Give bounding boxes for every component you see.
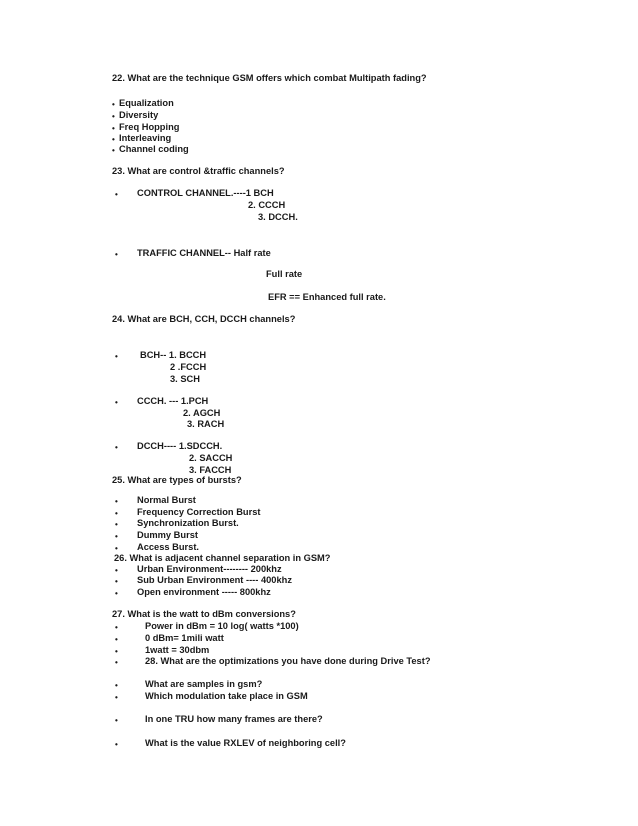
question-28: 28. What are the optimizations you have done during Drive Test? bbox=[145, 656, 431, 666]
list-item: Dummy Burst bbox=[137, 530, 198, 540]
control-channel-line: CONTROL CHANNEL.----1 BCH bbox=[137, 188, 274, 198]
question-25: 25. What are types of bursts? bbox=[112, 475, 242, 485]
bullet-icon: • bbox=[115, 509, 118, 518]
list-item: Open environment ----- 800khz bbox=[137, 587, 271, 597]
bullet-icon: • bbox=[115, 566, 118, 575]
ccch-line: 3. RACH bbox=[187, 419, 225, 429]
list-item: In one TRU how many frames are there? bbox=[145, 714, 323, 724]
list-item: Synchronization Burst. bbox=[137, 518, 239, 528]
traffic-channel-line: EFR == Enhanced full rate. bbox=[268, 292, 386, 302]
control-channel-line: 2. CCCH bbox=[248, 200, 286, 210]
bullet-icon: • bbox=[115, 398, 118, 407]
question-23: 23. What are control &traffic channels? bbox=[112, 166, 285, 176]
question-27: 27. What is the watt to dBm conversions? bbox=[112, 609, 296, 619]
list-item: What are samples in gsm? bbox=[145, 679, 263, 689]
dcch-line: 3. FACCH bbox=[189, 465, 232, 475]
ccch-line: 2. AGCH bbox=[183, 408, 221, 418]
bullet-icon: • bbox=[112, 112, 115, 121]
question-24: 24. What are BCH, CCH, DCCH channels? bbox=[112, 314, 296, 324]
bullet-icon: • bbox=[115, 532, 118, 541]
bullet-icon: • bbox=[115, 693, 118, 702]
list-item: Sub Urban Environment ---- 400khz bbox=[137, 575, 292, 585]
bullet-icon: • bbox=[112, 100, 115, 109]
list-item: Channel coding bbox=[119, 144, 189, 154]
bullet-icon: • bbox=[115, 623, 118, 632]
list-item: What is the value RXLEV of neighboring cell? bbox=[145, 738, 346, 748]
bullet-icon: • bbox=[115, 589, 118, 598]
bullet-icon: • bbox=[115, 740, 118, 749]
list-item: Normal Burst bbox=[137, 495, 196, 505]
bullet-icon: • bbox=[115, 190, 118, 199]
list-item: Freq Hopping bbox=[119, 122, 180, 132]
bullet-icon: • bbox=[115, 716, 118, 725]
bullet-icon: • bbox=[115, 647, 118, 656]
bullet-icon: • bbox=[115, 681, 118, 690]
list-item: Diversity bbox=[119, 110, 159, 120]
bullet-icon: • bbox=[115, 544, 118, 553]
bullet-icon: • bbox=[112, 124, 115, 133]
bch-line: BCH-- 1. BCCH bbox=[140, 350, 207, 360]
traffic-channel-line: TRAFFIC CHANNEL-- Half rate bbox=[137, 248, 271, 258]
list-item: Power in dBm = 10 log( watts *100) bbox=[145, 621, 299, 631]
bullet-icon: • bbox=[115, 497, 118, 506]
bullet-icon: • bbox=[115, 352, 118, 361]
list-item: 0 dBm= 1mili watt bbox=[145, 633, 224, 643]
list-item: Frequency Correction Burst bbox=[137, 507, 261, 517]
list-item: Interleaving bbox=[119, 133, 172, 143]
list-item: 1watt = 30dbm bbox=[145, 645, 210, 655]
list-item: Access Burst. bbox=[137, 542, 200, 552]
bullet-icon: • bbox=[112, 146, 115, 155]
bullet-icon: • bbox=[115, 577, 118, 586]
bullet-icon: • bbox=[115, 250, 118, 259]
dcch-line: DCCH---- 1.SDCCH. bbox=[137, 441, 223, 451]
bch-line: 2 .FCCH bbox=[170, 362, 207, 372]
bch-line: 3. SCH bbox=[170, 374, 200, 384]
bullet-icon: • bbox=[115, 520, 118, 529]
question-22: 22. What are the technique GSM offers which combat Multipath fading? bbox=[112, 73, 427, 83]
question-26: 26. What is adjacent channel separation in GSM? bbox=[114, 553, 331, 563]
list-item: Urban Environment-------- 200khz bbox=[137, 564, 282, 574]
dcch-line: 2. SACCH bbox=[189, 453, 233, 463]
control-channel-line: 3. DCCH. bbox=[258, 212, 298, 222]
bullet-icon: • bbox=[115, 443, 118, 452]
list-item: Which modulation take place in GSM bbox=[145, 691, 308, 701]
bullet-icon: • bbox=[115, 635, 118, 644]
ccch-line: CCCH. --- 1.PCH bbox=[137, 396, 209, 406]
traffic-channel-line: Full rate bbox=[266, 269, 303, 279]
bullet-icon: • bbox=[115, 658, 118, 667]
list-item: Equalization bbox=[119, 98, 174, 108]
bullet-icon: • bbox=[112, 135, 115, 144]
